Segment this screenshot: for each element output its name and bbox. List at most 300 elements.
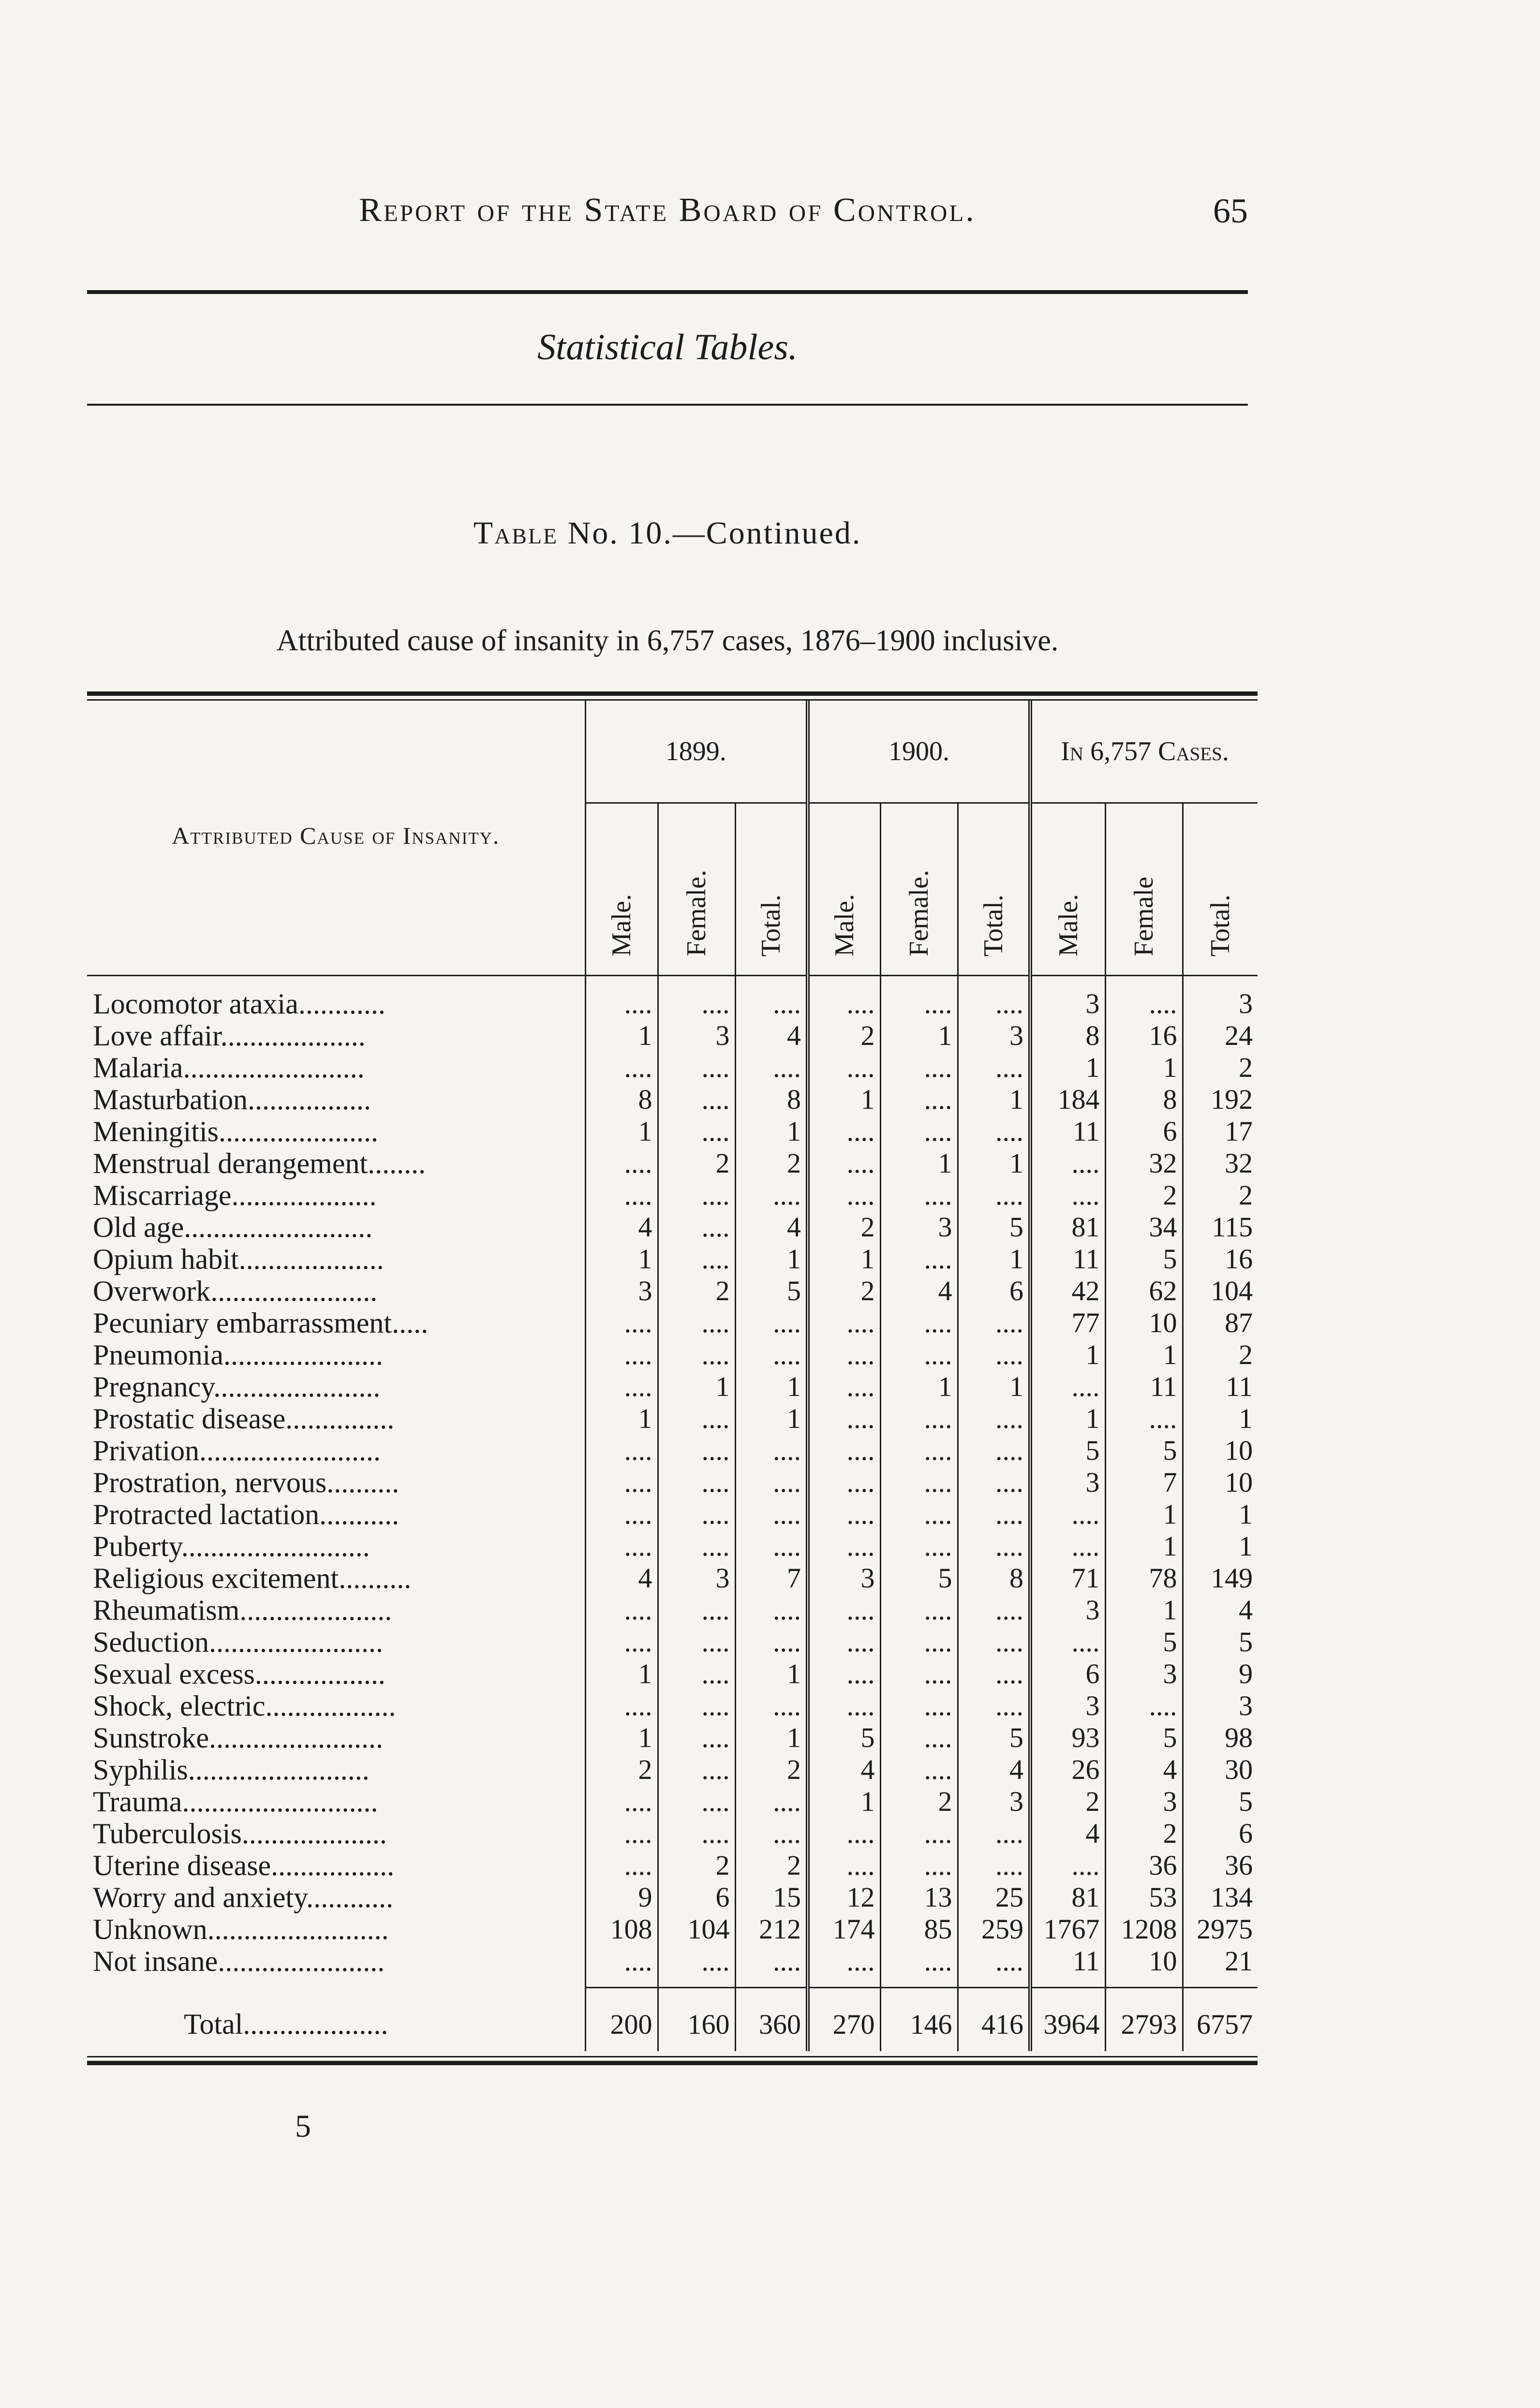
value-cell: .... bbox=[880, 1179, 958, 1211]
value-cell: .... bbox=[658, 1435, 735, 1467]
value-cell: .... bbox=[958, 1116, 1030, 1147]
header-rule-bottom bbox=[87, 404, 1248, 406]
value-cell: 11 bbox=[1030, 1116, 1105, 1147]
value-cell: .... bbox=[658, 1658, 735, 1690]
value-cell: 3 bbox=[880, 1211, 958, 1243]
value-cell: 2 bbox=[735, 1850, 808, 1881]
value-cell: .... bbox=[958, 1467, 1030, 1498]
value-cell: 1 bbox=[1105, 1530, 1183, 1562]
value-cell: 1 bbox=[585, 1116, 658, 1147]
value-cell: 1 bbox=[1105, 1594, 1183, 1626]
value-cell: 2793 bbox=[1105, 1988, 1183, 2052]
cause-label: Trauma........................... bbox=[93, 1786, 378, 1818]
value-cell: 5 bbox=[1030, 1435, 1105, 1467]
value-cell: .... bbox=[958, 1498, 1030, 1530]
group-header-1900: 1900. bbox=[808, 701, 1030, 803]
value-cell: 34 bbox=[1105, 1211, 1183, 1243]
table-row bbox=[87, 1084, 1258, 1116]
value-cell: 10 bbox=[1183, 1435, 1258, 1467]
value-cell: .... bbox=[735, 1530, 808, 1562]
value-cell: .... bbox=[735, 1818, 808, 1850]
value-cell: 85 bbox=[880, 1913, 958, 1945]
table-row bbox=[87, 1116, 1258, 1147]
value-cell: .... bbox=[808, 1658, 880, 1690]
value-cell: 21 bbox=[1183, 1945, 1258, 1977]
value-cell: 3 bbox=[1030, 1467, 1105, 1498]
spacer-cell bbox=[958, 1977, 1030, 1988]
table-row bbox=[87, 1530, 1258, 1562]
value-cell: 2 bbox=[658, 1275, 735, 1307]
value-cell: 87 bbox=[1183, 1307, 1258, 1339]
value-cell: .... bbox=[958, 1850, 1030, 1881]
value-cell: 1 bbox=[1105, 1498, 1183, 1530]
table-row bbox=[87, 1339, 1258, 1371]
value-cell: 1 bbox=[585, 1243, 658, 1275]
value-cell: .... bbox=[808, 976, 880, 1020]
value-cell: .... bbox=[880, 1467, 958, 1498]
running-head: Report of the State Board of Control. bbox=[359, 191, 976, 229]
value-cell: 5 bbox=[1183, 1626, 1258, 1658]
value-cell: 10 bbox=[1105, 1307, 1183, 1339]
value-cell: 8 bbox=[735, 1084, 808, 1116]
subheader-label: Male. bbox=[607, 894, 637, 956]
table-row bbox=[87, 1562, 1258, 1594]
statistics-table bbox=[87, 691, 1258, 2065]
value-cell: .... bbox=[658, 1052, 735, 1084]
value-cell: 7 bbox=[1105, 1467, 1183, 1498]
value-cell: 2 bbox=[808, 1275, 880, 1307]
value-cell: .... bbox=[585, 1467, 658, 1498]
value-cell: 2 bbox=[1183, 1339, 1258, 1371]
value-cell: 32 bbox=[1105, 1147, 1183, 1179]
cause-label: Overwork....................... bbox=[93, 1275, 378, 1307]
value-cell: .... bbox=[880, 1658, 958, 1690]
value-cell: .... bbox=[808, 1052, 880, 1084]
value-cell: 3 bbox=[585, 1275, 658, 1307]
value-cell: 1 bbox=[958, 1084, 1030, 1116]
value-cell: 81 bbox=[1030, 1881, 1105, 1913]
value-cell: 93 bbox=[1030, 1722, 1105, 1754]
value-cell: 5 bbox=[735, 1275, 808, 1307]
cause-label: Seduction........................ bbox=[93, 1626, 383, 1658]
value-cell: .... bbox=[958, 1052, 1030, 1084]
value-cell: 270 bbox=[808, 1988, 880, 2052]
value-cell: .... bbox=[1105, 1690, 1183, 1722]
value-cell: .... bbox=[585, 1052, 658, 1084]
value-cell: 1 bbox=[585, 1658, 658, 1690]
value-cell: .... bbox=[658, 1116, 735, 1147]
value-cell: .... bbox=[880, 1722, 958, 1754]
cause-label: Tuberculosis.................... bbox=[93, 1818, 387, 1850]
value-cell: 1 bbox=[1105, 1052, 1183, 1084]
table-rule-top bbox=[87, 691, 1258, 696]
table-row bbox=[87, 1881, 1258, 1913]
table-row bbox=[87, 1626, 1258, 1658]
value-cell: .... bbox=[735, 1626, 808, 1658]
subheader-cell bbox=[880, 803, 958, 976]
value-cell: .... bbox=[585, 1786, 658, 1818]
table-row bbox=[87, 1754, 1258, 1786]
value-cell: 104 bbox=[1183, 1275, 1258, 1307]
value-cell: 1 bbox=[880, 1147, 958, 1179]
value-cell: .... bbox=[658, 1211, 735, 1243]
value-cell: 1 bbox=[808, 1243, 880, 1275]
value-cell: 4 bbox=[958, 1754, 1030, 1786]
cause-label: Meningitis...................... bbox=[93, 1116, 379, 1147]
value-cell: .... bbox=[958, 1818, 1030, 1850]
value-cell: 4 bbox=[585, 1562, 658, 1594]
cause-label: Syphilis......................... bbox=[93, 1754, 370, 1786]
table-caption: Attributed cause of insanity in 6,757 cases, 1876–1900 inclusive. bbox=[276, 624, 1059, 657]
table-row bbox=[87, 1179, 1258, 1211]
spacer-cell bbox=[735, 1977, 808, 1988]
value-cell: 1 bbox=[1030, 1403, 1105, 1435]
value-cell: 5 bbox=[1105, 1722, 1183, 1754]
value-cell: .... bbox=[880, 1243, 958, 1275]
value-cell: .... bbox=[958, 1594, 1030, 1626]
page-number: 65 bbox=[1213, 191, 1248, 230]
value-cell: .... bbox=[808, 1339, 880, 1371]
spacer-cell bbox=[87, 1977, 585, 1988]
cause-label: Total.................... bbox=[184, 2008, 388, 2041]
cause-label: Not insane....................... bbox=[93, 1945, 385, 1977]
spacer-row bbox=[87, 1977, 1258, 1988]
cause-label: Religious excitement.......... bbox=[93, 1562, 412, 1594]
spacer-cell bbox=[658, 1977, 735, 1988]
value-cell: .... bbox=[808, 1594, 880, 1626]
value-cell: .... bbox=[1030, 1530, 1105, 1562]
value-cell: .... bbox=[880, 1084, 958, 1116]
table-row bbox=[87, 1786, 1258, 1818]
value-cell: .... bbox=[735, 1594, 808, 1626]
value-cell: 1 bbox=[735, 1116, 808, 1147]
value-cell: 3 bbox=[1183, 976, 1258, 1020]
value-cell: 2975 bbox=[1183, 1913, 1258, 1945]
value-cell: 5 bbox=[958, 1722, 1030, 1754]
value-cell: 10 bbox=[1183, 1467, 1258, 1498]
subheader-cell bbox=[1105, 803, 1183, 976]
table-row bbox=[87, 1147, 1258, 1179]
value-cell: 5 bbox=[808, 1722, 880, 1754]
value-cell: .... bbox=[958, 1626, 1030, 1658]
subheader-label: Female. bbox=[904, 870, 934, 956]
value-cell: 134 bbox=[1183, 1881, 1258, 1913]
value-cell: .... bbox=[1105, 1403, 1183, 1435]
signature-mark: 5 bbox=[295, 2109, 311, 2144]
value-cell: .... bbox=[658, 1498, 735, 1530]
value-cell: .... bbox=[1030, 1179, 1105, 1211]
value-cell: 1 bbox=[1183, 1403, 1258, 1435]
value-cell: 192 bbox=[1183, 1084, 1258, 1116]
table-row bbox=[87, 976, 1258, 1020]
value-cell: .... bbox=[880, 1498, 958, 1530]
value-cell: .... bbox=[585, 1530, 658, 1562]
subheader-label: Female bbox=[1129, 877, 1159, 956]
value-cell: .... bbox=[808, 1690, 880, 1722]
value-cell: 184 bbox=[1030, 1084, 1105, 1116]
spacer-cell bbox=[1030, 1977, 1105, 1988]
value-cell: .... bbox=[808, 1403, 880, 1435]
value-cell: 1 bbox=[1030, 1339, 1105, 1371]
subheader-cell bbox=[808, 803, 880, 976]
value-cell: 71 bbox=[1030, 1562, 1105, 1594]
value-cell: 360 bbox=[735, 1988, 808, 2052]
cause-label: Miscarriage.................... bbox=[93, 1179, 377, 1211]
value-cell: 53 bbox=[1105, 1881, 1183, 1913]
value-cell: 1767 bbox=[1030, 1913, 1105, 1945]
table-row bbox=[87, 1690, 1258, 1722]
value-cell: .... bbox=[880, 1339, 958, 1371]
table-row bbox=[87, 1243, 1258, 1275]
value-cell: 4 bbox=[1105, 1754, 1183, 1786]
value-cell: 3 bbox=[658, 1562, 735, 1594]
value-cell: 11 bbox=[1183, 1371, 1258, 1403]
value-cell: .... bbox=[958, 1179, 1030, 1211]
cause-label: Prostatic disease............... bbox=[93, 1403, 395, 1435]
value-cell: 4 bbox=[735, 1020, 808, 1052]
table-row bbox=[87, 1658, 1258, 1690]
table-row bbox=[87, 1913, 1258, 1945]
value-cell: 149 bbox=[1183, 1562, 1258, 1594]
value-cell: .... bbox=[880, 1307, 958, 1339]
value-cell: 36 bbox=[1105, 1850, 1183, 1881]
value-cell: 2 bbox=[1183, 1179, 1258, 1211]
value-cell: 10 bbox=[1105, 1945, 1183, 1977]
value-cell: .... bbox=[958, 1658, 1030, 1690]
value-cell: .... bbox=[1105, 976, 1183, 1020]
value-cell: 104 bbox=[658, 1913, 735, 1945]
value-cell: .... bbox=[585, 1339, 658, 1371]
value-cell: 160 bbox=[658, 1988, 735, 2052]
value-cell: 8 bbox=[958, 1562, 1030, 1594]
value-cell: 77 bbox=[1030, 1307, 1105, 1339]
value-cell: 11 bbox=[1105, 1371, 1183, 1403]
value-cell: 8 bbox=[1105, 1084, 1183, 1116]
subheader-cell bbox=[585, 803, 658, 976]
value-cell: .... bbox=[1030, 1147, 1105, 1179]
table-row bbox=[87, 1594, 1258, 1626]
cause-label: Pecuniary embarrassment..... bbox=[93, 1307, 429, 1339]
value-cell: .... bbox=[958, 1690, 1030, 1722]
value-cell: .... bbox=[658, 1243, 735, 1275]
cause-label: Pregnancy....................... bbox=[93, 1371, 381, 1403]
value-cell: .... bbox=[658, 1467, 735, 1498]
value-cell: 1 bbox=[735, 1243, 808, 1275]
value-cell: .... bbox=[958, 1307, 1030, 1339]
value-cell: .... bbox=[958, 1530, 1030, 1562]
subheader-cell bbox=[735, 803, 808, 976]
value-cell: 3 bbox=[958, 1020, 1030, 1052]
cause-label: Pneumonia...................... bbox=[93, 1339, 383, 1371]
value-cell: 1 bbox=[958, 1243, 1030, 1275]
cause-label: Protracted lactation........... bbox=[93, 1498, 400, 1530]
value-cell: 1 bbox=[1030, 1052, 1105, 1084]
value-cell: 7 bbox=[735, 1562, 808, 1594]
cause-label: Menstrual derangement........ bbox=[93, 1147, 426, 1179]
value-cell: .... bbox=[958, 1945, 1030, 1977]
value-cell: .... bbox=[735, 976, 808, 1020]
value-cell: 3964 bbox=[1030, 1988, 1105, 2052]
value-cell: .... bbox=[808, 1626, 880, 1658]
value-cell: .... bbox=[658, 1307, 735, 1339]
value-cell: .... bbox=[808, 1147, 880, 1179]
total-row bbox=[87, 1988, 1258, 2052]
value-cell: 2 bbox=[808, 1020, 880, 1052]
value-cell: 4 bbox=[1030, 1818, 1105, 1850]
table-row bbox=[87, 1052, 1258, 1084]
cause-label: Masturbation................. bbox=[93, 1084, 371, 1116]
value-cell: 212 bbox=[735, 1913, 808, 1945]
value-cell: 2 bbox=[1183, 1052, 1258, 1084]
value-cell: 4 bbox=[1183, 1594, 1258, 1626]
value-cell: 1 bbox=[735, 1722, 808, 1754]
value-cell: .... bbox=[958, 976, 1030, 1020]
value-cell: 5 bbox=[1105, 1435, 1183, 1467]
value-cell: 1 bbox=[880, 1020, 958, 1052]
cause-label: Shock, electric.................. bbox=[93, 1690, 396, 1722]
value-cell: .... bbox=[808, 1307, 880, 1339]
cause-label: Privation......................... bbox=[93, 1435, 381, 1467]
value-cell: 108 bbox=[585, 1913, 658, 1945]
group-header-1899: 1899. bbox=[585, 701, 808, 803]
value-cell: .... bbox=[808, 1945, 880, 1977]
cause-label: Rheumatism..................... bbox=[93, 1594, 392, 1626]
value-cell: 5 bbox=[958, 1211, 1030, 1243]
table-row bbox=[87, 1211, 1258, 1243]
value-cell: .... bbox=[808, 1179, 880, 1211]
value-cell: .... bbox=[958, 1403, 1030, 1435]
spacer-cell bbox=[1183, 1977, 1258, 1988]
value-cell: .... bbox=[735, 1786, 808, 1818]
value-cell: 5 bbox=[1105, 1243, 1183, 1275]
value-cell: .... bbox=[880, 1626, 958, 1658]
value-cell: 32 bbox=[1183, 1147, 1258, 1179]
value-cell: .... bbox=[658, 1722, 735, 1754]
value-cell: 8 bbox=[1030, 1020, 1105, 1052]
value-cell: 6757 bbox=[1183, 1988, 1258, 2052]
value-cell: .... bbox=[658, 1403, 735, 1435]
spacer-cell bbox=[880, 1977, 958, 1988]
value-cell: .... bbox=[658, 1084, 735, 1116]
table-rule-bottom bbox=[87, 2061, 1258, 2065]
value-cell: 2 bbox=[658, 1850, 735, 1881]
table-row bbox=[87, 1850, 1258, 1881]
value-cell: .... bbox=[880, 1754, 958, 1786]
value-cell: 1 bbox=[585, 1722, 658, 1754]
value-cell: 1 bbox=[880, 1371, 958, 1403]
value-cell: .... bbox=[585, 1690, 658, 1722]
value-cell: .... bbox=[658, 1179, 735, 1211]
value-cell: .... bbox=[808, 1371, 880, 1403]
value-cell: .... bbox=[658, 1818, 735, 1850]
table-title-rest: No. 10.—Continued. bbox=[567, 515, 862, 551]
value-cell: 24 bbox=[1183, 1020, 1258, 1052]
subheader-label: Female. bbox=[681, 870, 711, 956]
value-cell: .... bbox=[585, 1850, 658, 1881]
value-cell: 1 bbox=[585, 1020, 658, 1052]
value-cell: 9 bbox=[1183, 1658, 1258, 1690]
value-cell: .... bbox=[658, 1594, 735, 1626]
value-cell: 6 bbox=[658, 1881, 735, 1913]
table-row bbox=[87, 1371, 1258, 1403]
value-cell: 2 bbox=[1105, 1179, 1183, 1211]
header-rule-top bbox=[87, 290, 1248, 294]
value-cell: 1 bbox=[658, 1371, 735, 1403]
cause-label: Love affair.................... bbox=[93, 1020, 366, 1052]
value-cell: .... bbox=[808, 1467, 880, 1498]
value-cell: 42 bbox=[1030, 1275, 1105, 1307]
value-cell: .... bbox=[880, 1690, 958, 1722]
value-cell: 1 bbox=[585, 1403, 658, 1435]
cause-label: Locomotor ataxia............ bbox=[93, 988, 385, 1020]
value-cell: .... bbox=[808, 1850, 880, 1881]
value-cell: .... bbox=[808, 1818, 880, 1850]
value-cell: 9 bbox=[585, 1881, 658, 1913]
value-cell: 2 bbox=[735, 1754, 808, 1786]
value-cell: .... bbox=[658, 1945, 735, 1977]
value-cell: 62 bbox=[1105, 1275, 1183, 1307]
value-cell: .... bbox=[880, 1850, 958, 1881]
value-cell: 3 bbox=[1030, 1690, 1105, 1722]
spacer-cell bbox=[585, 1977, 658, 1988]
value-cell: .... bbox=[585, 1179, 658, 1211]
table-title bbox=[87, 515, 1248, 552]
value-cell: 3 bbox=[1105, 1658, 1183, 1690]
value-cell: 4 bbox=[880, 1275, 958, 1307]
value-cell: .... bbox=[880, 1116, 958, 1147]
value-cell: .... bbox=[585, 976, 658, 1020]
value-cell: 81 bbox=[1030, 1211, 1105, 1243]
table-row bbox=[87, 1498, 1258, 1530]
value-cell: 3 bbox=[658, 1020, 735, 1052]
spacer-cell bbox=[808, 1977, 880, 1988]
value-cell: 98 bbox=[1183, 1722, 1258, 1754]
value-cell: 2 bbox=[808, 1211, 880, 1243]
value-cell: 1 bbox=[1183, 1530, 1258, 1562]
value-cell: .... bbox=[880, 1530, 958, 1562]
subheader-label: Total. bbox=[978, 894, 1008, 956]
cause-label: Old age.......................... bbox=[93, 1211, 373, 1243]
page-header bbox=[87, 191, 1248, 244]
value-cell: .... bbox=[658, 1754, 735, 1786]
value-cell: .... bbox=[585, 1818, 658, 1850]
value-cell: 15 bbox=[735, 1881, 808, 1913]
subheader-cell bbox=[958, 803, 1030, 976]
value-cell: 3 bbox=[1105, 1786, 1183, 1818]
value-cell: 16 bbox=[1105, 1020, 1183, 1052]
value-cell: 4 bbox=[585, 1211, 658, 1243]
subheader-cell bbox=[658, 803, 735, 976]
value-cell: .... bbox=[658, 1786, 735, 1818]
value-cell: 416 bbox=[958, 1988, 1030, 2052]
value-cell: .... bbox=[1030, 1498, 1105, 1530]
value-cell: 5 bbox=[880, 1562, 958, 1594]
cause-label: Sexual excess.................. bbox=[93, 1658, 385, 1690]
value-cell: 3 bbox=[1183, 1690, 1258, 1722]
value-cell: .... bbox=[735, 1498, 808, 1530]
value-cell: .... bbox=[735, 1467, 808, 1498]
value-cell: .... bbox=[1030, 1850, 1105, 1881]
subheader-cell bbox=[1030, 803, 1105, 976]
value-cell: 1 bbox=[735, 1658, 808, 1690]
cause-label: Malaria......................... bbox=[93, 1052, 365, 1084]
cause-label: Worry and anxiety............ bbox=[93, 1881, 394, 1913]
value-cell: 4 bbox=[735, 1211, 808, 1243]
value-cell: .... bbox=[880, 1945, 958, 1977]
value-cell: .... bbox=[735, 1179, 808, 1211]
table-rule-bottom-thin bbox=[87, 2056, 1258, 2057]
value-cell: .... bbox=[585, 1945, 658, 1977]
